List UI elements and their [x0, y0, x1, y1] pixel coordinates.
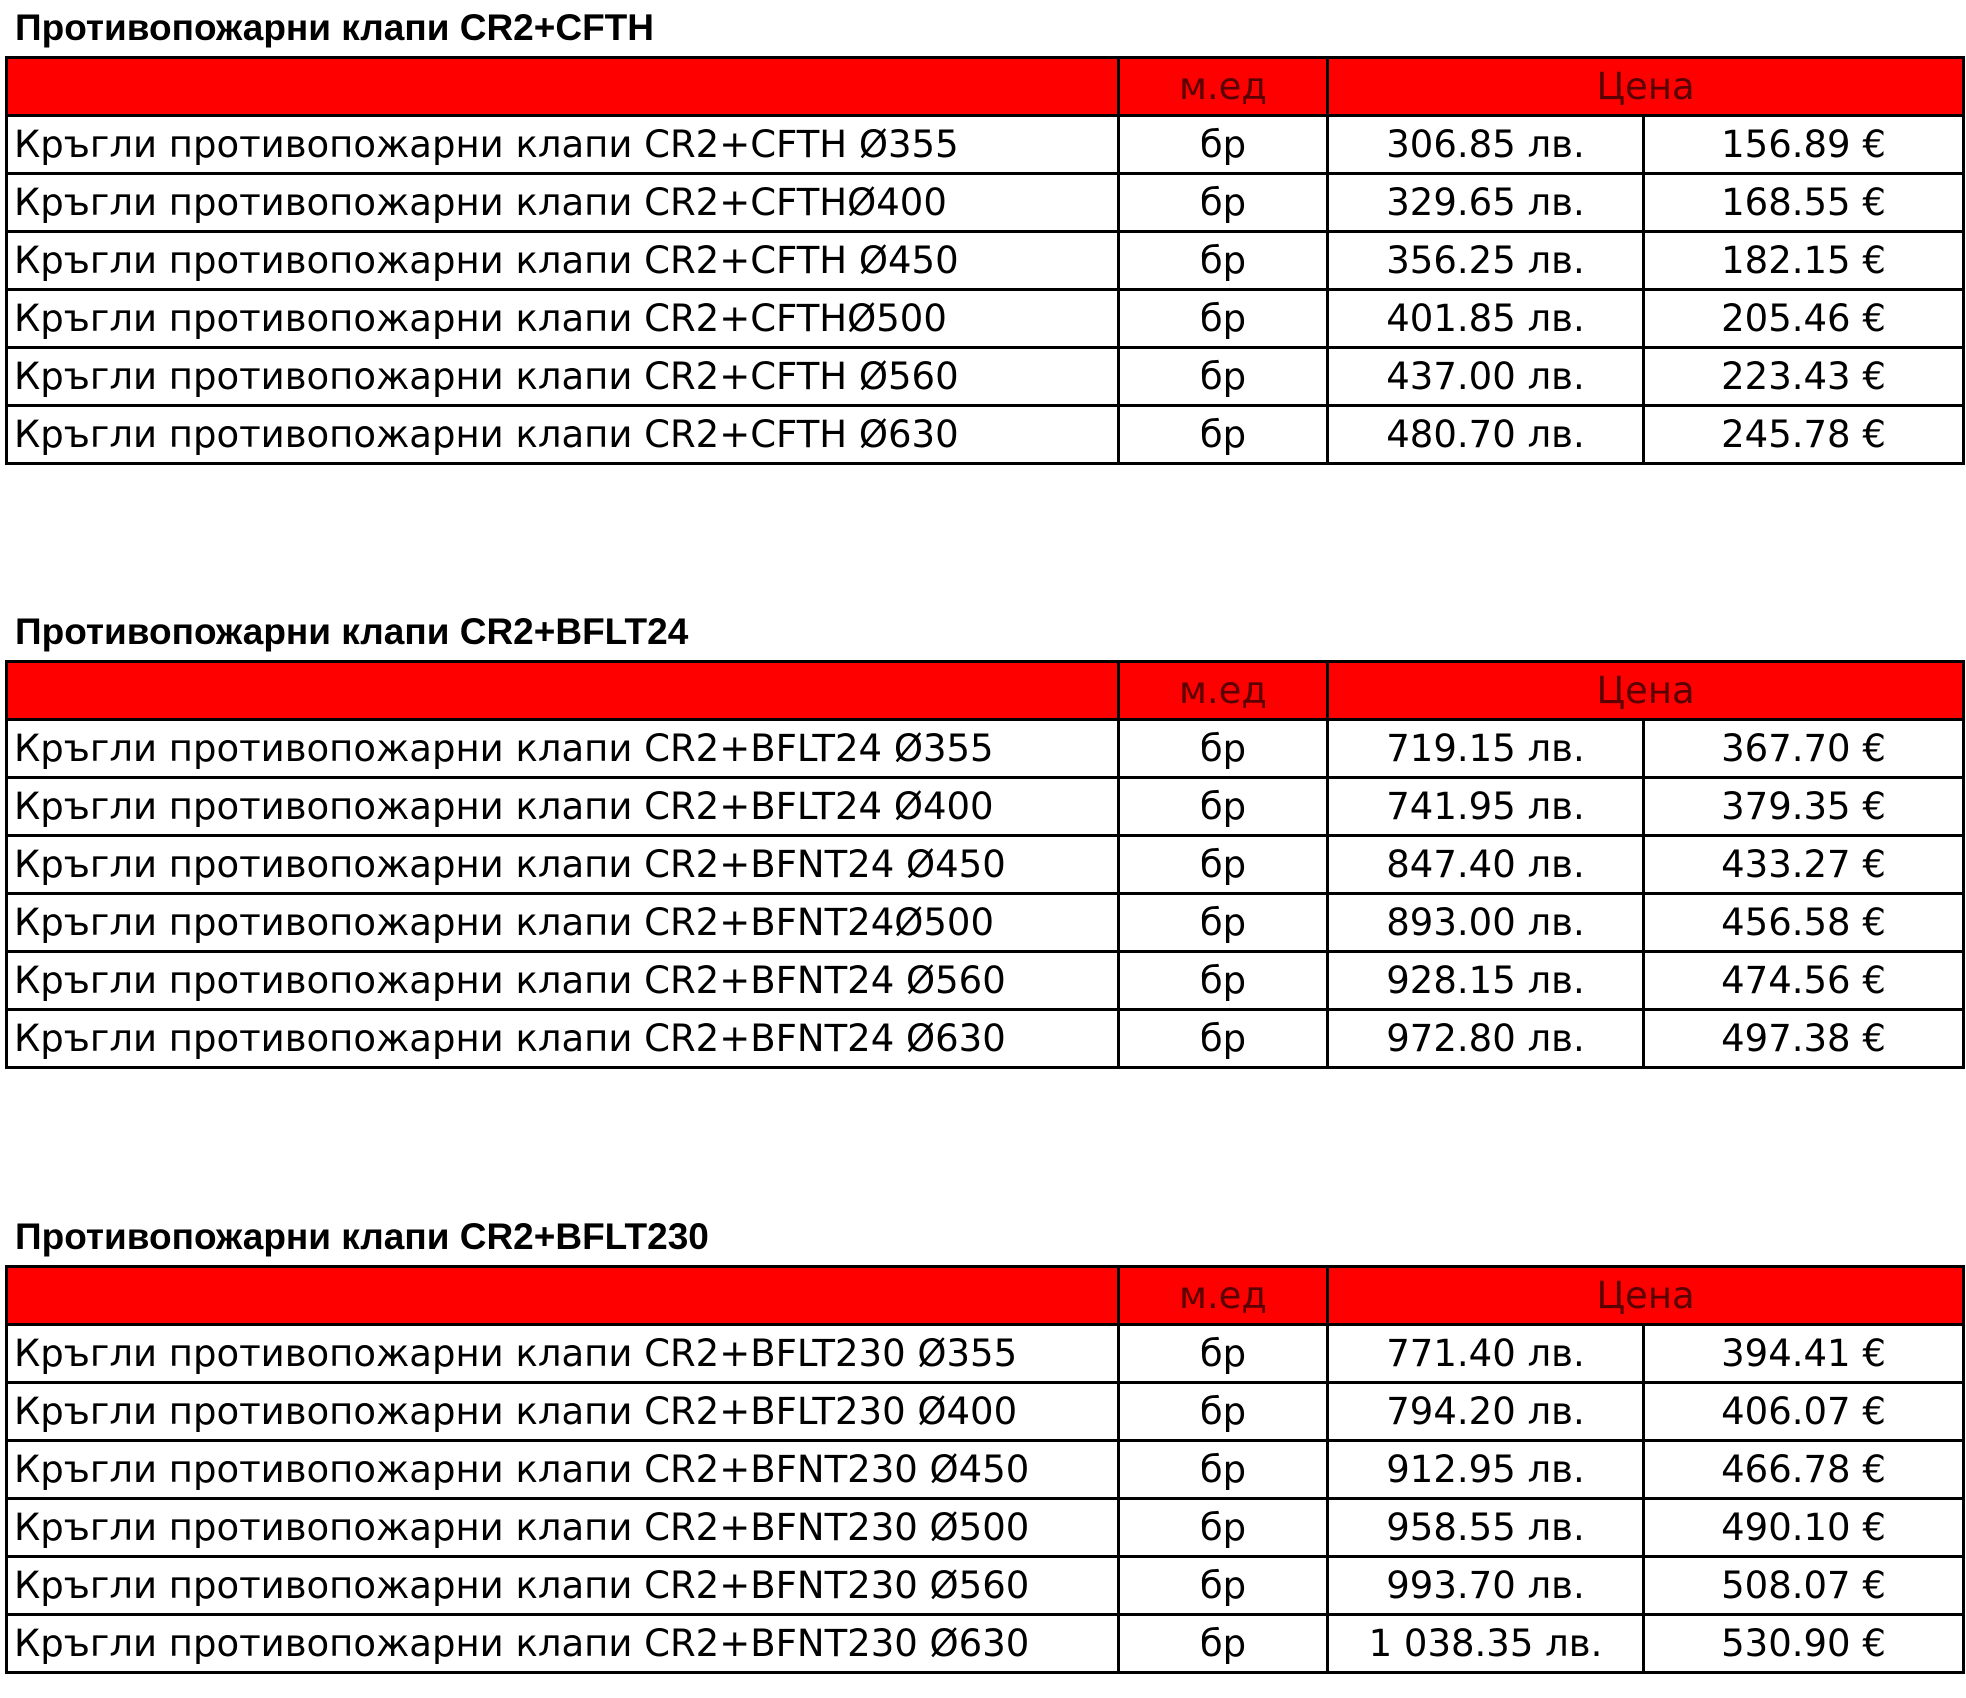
- header-price-cell: Цена: [1328, 662, 1964, 720]
- unit: бр: [1119, 952, 1328, 1010]
- header-name-cell: [7, 662, 1119, 720]
- price-bgn: 306.85 лв.: [1328, 116, 1644, 174]
- price-bgn: 958.55 лв.: [1328, 1499, 1644, 1557]
- price-bgn: 329.65 лв.: [1328, 174, 1644, 232]
- unit: бр: [1119, 1441, 1328, 1499]
- price-eur: 379.35 €: [1644, 778, 1964, 836]
- unit: бр: [1119, 778, 1328, 836]
- product-name: Кръгли противопожарни клапи CR2+BFLT230 Ø400: [7, 1383, 1119, 1441]
- unit: бр: [1119, 720, 1328, 778]
- header-name-cell: [7, 1267, 1119, 1325]
- price-eur: 508.07 €: [1644, 1557, 1964, 1615]
- unit: бр: [1119, 348, 1328, 406]
- price-eur: 433.27 €: [1644, 836, 1964, 894]
- price-table: [5, 660, 1965, 1069]
- unit: бр: [1119, 1499, 1328, 1557]
- product-name: Кръгли противопожарни клапи CR2+BFLT24 Ø400: [7, 778, 1119, 836]
- product-name: Кръгли противопожарни клапи CR2+BFNT24 Ø630: [7, 1010, 1119, 1068]
- table-row: [7, 232, 1964, 290]
- header-price-cell: Цена: [1328, 1267, 1964, 1325]
- table-row: [7, 1499, 1964, 1557]
- table-row: [7, 1441, 1964, 1499]
- product-name: Кръгли противопожарни клапи CR2+CFTH Ø355: [7, 116, 1119, 174]
- header-unit-cell: м.ед: [1119, 662, 1328, 720]
- price-eur: 394.41 €: [1644, 1325, 1964, 1383]
- price-eur: 406.07 €: [1644, 1383, 1964, 1441]
- price-bgn: 771.40 лв.: [1328, 1325, 1644, 1383]
- unit: бр: [1119, 174, 1328, 232]
- product-name: Кръгли противопожарни клапи CR2+BFNT230 Ø560: [7, 1557, 1119, 1615]
- header-unit-cell: м.ед: [1119, 1267, 1328, 1325]
- table-row: [7, 290, 1964, 348]
- product-name: Кръгли противопожарни клапи CR2+BFNT230 Ø450: [7, 1441, 1119, 1499]
- table-row: [7, 406, 1964, 464]
- price-eur: 205.46 €: [1644, 290, 1964, 348]
- product-name: Кръгли противопожарни клапи CR2+BFNT24 Ø450: [7, 836, 1119, 894]
- price-bgn: 893.00 лв.: [1328, 894, 1644, 952]
- price-table: [5, 1265, 1965, 1674]
- price-bgn: 480.70 лв.: [1328, 406, 1644, 464]
- unit: бр: [1119, 1383, 1328, 1441]
- table-header-row: [7, 58, 1964, 116]
- price-bgn: 847.40 лв.: [1328, 836, 1644, 894]
- table-row: [7, 1383, 1964, 1441]
- header-name-cell: [7, 58, 1119, 116]
- product-name: Кръгли противопожарни клапи CR2+CFTHØ400: [7, 174, 1119, 232]
- price-eur: 466.78 €: [1644, 1441, 1964, 1499]
- price-bgn: 401.85 лв.: [1328, 290, 1644, 348]
- unit: бр: [1119, 1010, 1328, 1068]
- unit: бр: [1119, 1557, 1328, 1615]
- price-bgn: 912.95 лв.: [1328, 1441, 1644, 1499]
- unit: бр: [1119, 836, 1328, 894]
- product-name: Кръгли противопожарни клапи CR2+CFTH Ø630: [7, 406, 1119, 464]
- price-eur: 367.70 €: [1644, 720, 1964, 778]
- price-eur: 474.56 €: [1644, 952, 1964, 1010]
- table-row: [7, 1615, 1964, 1673]
- product-name: Кръгли противопожарни клапи CR2+BFNT230 Ø500: [7, 1499, 1119, 1557]
- table-row: [7, 116, 1964, 174]
- unit: бр: [1119, 116, 1328, 174]
- price-bgn: 928.15 лв.: [1328, 952, 1644, 1010]
- price-bgn: 437.00 лв.: [1328, 348, 1644, 406]
- price-eur: 490.10 €: [1644, 1499, 1964, 1557]
- product-name: Кръгли противопожарни клапи CR2+CFTH Ø450: [7, 232, 1119, 290]
- product-name: Кръгли противопожарни клапи CR2+CFTHØ500: [7, 290, 1119, 348]
- table-header-row: [7, 1267, 1964, 1325]
- price-eur: 245.78 €: [1644, 406, 1964, 464]
- table-row: [7, 720, 1964, 778]
- price-table: [5, 56, 1965, 465]
- price-bgn: 1 038.35 лв.: [1328, 1615, 1644, 1673]
- product-name: Кръгли противопожарни клапи CR2+CFTH Ø560: [7, 348, 1119, 406]
- price-bgn: 794.20 лв.: [1328, 1383, 1644, 1441]
- price-eur: 156.89 €: [1644, 116, 1964, 174]
- price-bgn: 719.15 лв.: [1328, 720, 1644, 778]
- product-name: Кръгли противопожарни клапи CR2+BFNT230 Ø630: [7, 1615, 1119, 1673]
- unit: бр: [1119, 1325, 1328, 1383]
- price-bgn: 741.95 лв.: [1328, 778, 1644, 836]
- table-row: [7, 1557, 1964, 1615]
- unit: бр: [1119, 290, 1328, 348]
- section-title: Противопожарни клапи CR2+BFLT24: [15, 611, 689, 652]
- price-eur: 168.55 €: [1644, 174, 1964, 232]
- table-row: [7, 348, 1964, 406]
- unit: бр: [1119, 406, 1328, 464]
- price-bgn: 356.25 лв.: [1328, 232, 1644, 290]
- product-name: Кръгли противопожарни клапи CR2+BFLT24 Ø355: [7, 720, 1119, 778]
- price-eur: 530.90 €: [1644, 1615, 1964, 1673]
- product-name: Кръгли противопожарни клапи CR2+BFNT24Ø500: [7, 894, 1119, 952]
- table-row: [7, 1325, 1964, 1383]
- table-header-row: [7, 662, 1964, 720]
- price-eur: 223.43 €: [1644, 348, 1964, 406]
- price-eur: 497.38 €: [1644, 1010, 1964, 1068]
- unit: бр: [1119, 894, 1328, 952]
- table-row: [7, 1010, 1964, 1068]
- unit: бр: [1119, 232, 1328, 290]
- header-price-cell: Цена: [1328, 58, 1964, 116]
- product-name: Кръгли противопожарни клапи CR2+BFNT24 Ø560: [7, 952, 1119, 1010]
- price-bgn: 993.70 лв.: [1328, 1557, 1644, 1615]
- table-row: [7, 836, 1964, 894]
- price-eur: 456.58 €: [1644, 894, 1964, 952]
- price-bgn: 972.80 лв.: [1328, 1010, 1644, 1068]
- header-unit-cell: м.ед: [1119, 58, 1328, 116]
- table-row: [7, 174, 1964, 232]
- product-name: Кръгли противопожарни клапи CR2+BFLT230 Ø355: [7, 1325, 1119, 1383]
- price-eur: 182.15 €: [1644, 232, 1964, 290]
- table-row: [7, 952, 1964, 1010]
- section-title: Противопожарни клапи CR2+CFTH: [15, 7, 654, 48]
- table-row: [7, 894, 1964, 952]
- section-title: Противопожарни клапи CR2+BFLT230: [15, 1216, 709, 1257]
- unit: бр: [1119, 1615, 1328, 1673]
- table-row: [7, 778, 1964, 836]
